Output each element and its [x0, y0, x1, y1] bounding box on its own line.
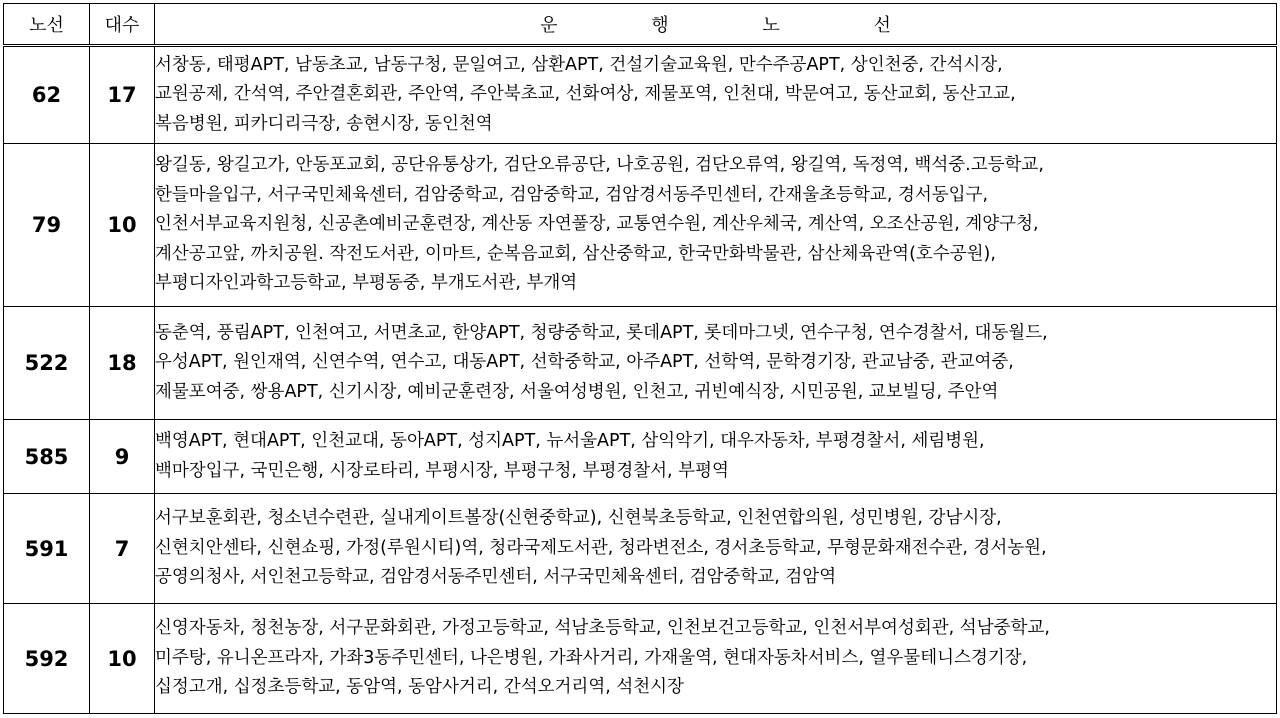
stops-line: 신영자동차, 청천농장, 서구문화회관, 가정고등학교, 석남초등학교, 인천보건고등학교, 인천서부여성회관, 석남중학교,: [155, 618, 1050, 639]
route-stops: [155, 604, 1277, 714]
header-row: [4, 4, 1277, 46]
stops-line: 미주탕, 유니온프라자, 가좌3동주민센터, 나은병원, 가좌사거리, 가재울역, 현대자동차서비스, 열우물테니스경기장,: [155, 647, 1028, 668]
route-number: 79: [4, 144, 90, 307]
header-stops: 운 행 노 선: [155, 4, 1277, 46]
route-number: 62: [4, 46, 90, 144]
route-stops: [155, 420, 1277, 494]
stops-line: 백마장입구, 국민은행, 시장로타리, 부평시장, 부평구청, 부평경찰서, 부평역: [155, 460, 729, 481]
route-stops: [155, 144, 1277, 307]
stops-line: 계산공고앞, 까치공원. 작전도서관, 이마트, 순복음교회, 삼산중학교, 한국만화박물관, 삼산체육관역(호수공원),: [155, 243, 996, 264]
stops-line: 부평디자인과학고등학교, 부평동중, 부개도서관, 부개역: [155, 273, 578, 294]
bus-count: 18: [90, 307, 155, 420]
stops-line: 한들마을입구, 서구국민체육센터, 검암중학교, 검암중학교, 검암경서동주민센터, 간재울초등학교, 경서동입구,: [155, 184, 989, 205]
stops-line: 서구보훈회관, 청소년수련관, 실내게이트볼장(신현중학교), 신현북초등학교, 인천연합의원, 성민병원, 강남시장,: [155, 508, 1002, 529]
bus-count: 7: [90, 494, 155, 604]
table-row: [4, 144, 1277, 307]
header-route: 노선: [4, 4, 90, 46]
stops-line: 공영의청사, 서인천고등학교, 검암경서동주민센터, 서구국민체육센터, 검암중학교, 검암역: [155, 567, 837, 588]
bus-count: 17: [90, 46, 155, 144]
route-stops: [155, 307, 1277, 420]
route-stops: [155, 46, 1277, 144]
route-number: 522: [4, 307, 90, 420]
stops-line: 우성APT, 원인재역, 신연수역, 연수고, 대동APT, 선학중학교, 아주APT, 선학역, 문학경기장, 관교남중, 관교여중,: [155, 352, 1014, 373]
table-row: [4, 604, 1277, 714]
route-number: 592: [4, 604, 90, 714]
table-row: [4, 420, 1277, 494]
stops-line: 십정고개, 십정초등학교, 동암역, 동암사거리, 간석오거리역, 석천시장: [155, 677, 684, 698]
stops-line: 제물포여중, 쌍용APT, 신기시장, 예비군훈련장, 서울여성병원, 인천고, 귀빈예식장, 시민공원, 교보빌딩, 주안역: [155, 381, 999, 402]
bus-count: 10: [90, 144, 155, 307]
route-number: 585: [4, 420, 90, 494]
stops-line: 교원공제, 간석역, 주안결혼회관, 주안역, 주안북초교, 선화여상, 제물포역, 인천대, 박문여고, 동산교회, 동산고교,: [155, 84, 1016, 105]
stops-line: 동춘역, 풍림APT, 인천여고, 서면초교, 한양APT, 청량중학교, 롯데APT, 롯데마그넷, 연수구청, 연수경찰서, 대동월드,: [155, 322, 1048, 343]
stops-line: 신현치안센타, 신현쇼핑, 가정(루원시티)역, 청라국제도서관, 청라변전소, 경서초등학교, 무형문화재전수관, 경서농원,: [155, 537, 1047, 558]
bus-count: 9: [90, 420, 155, 494]
stops-line: 인천서부교육지원청, 신공촌예비군훈련장, 계산동 자연풀장, 교통연수원, 계산우체국, 계산역, 오조산공원, 계양구청,: [155, 214, 1039, 235]
table-row: [4, 494, 1277, 604]
bus-count: 10: [90, 604, 155, 714]
table-row: [4, 46, 1277, 144]
table-row: [4, 307, 1277, 420]
stops-line: 서창동, 태평APT, 남동초교, 남동구청, 문일여고, 삼환APT, 건설기술교육원, 만수주공APT, 상인천중, 간석시장,: [155, 54, 1003, 75]
stops-line: 복음병원, 피카디리극장, 송현시장, 동인천역: [155, 113, 493, 134]
route-stops: [155, 494, 1277, 604]
route-number: 591: [4, 494, 90, 604]
bus-route-table: [3, 3, 1277, 714]
header-count: 대수: [90, 4, 155, 46]
stops-line: 왕길동, 왕길고가, 안동포교회, 공단유통상가, 검단오류공단, 나호공원, 검단오류역, 왕길역, 독정역, 백석중.고등학교,: [155, 155, 1044, 176]
stops-line: 백영APT, 현대APT, 인천교대, 동아APT, 성지APT, 뉴서울APT, 삼익악기, 대우자동차, 부평경찰서, 세림병원,: [155, 431, 985, 451]
